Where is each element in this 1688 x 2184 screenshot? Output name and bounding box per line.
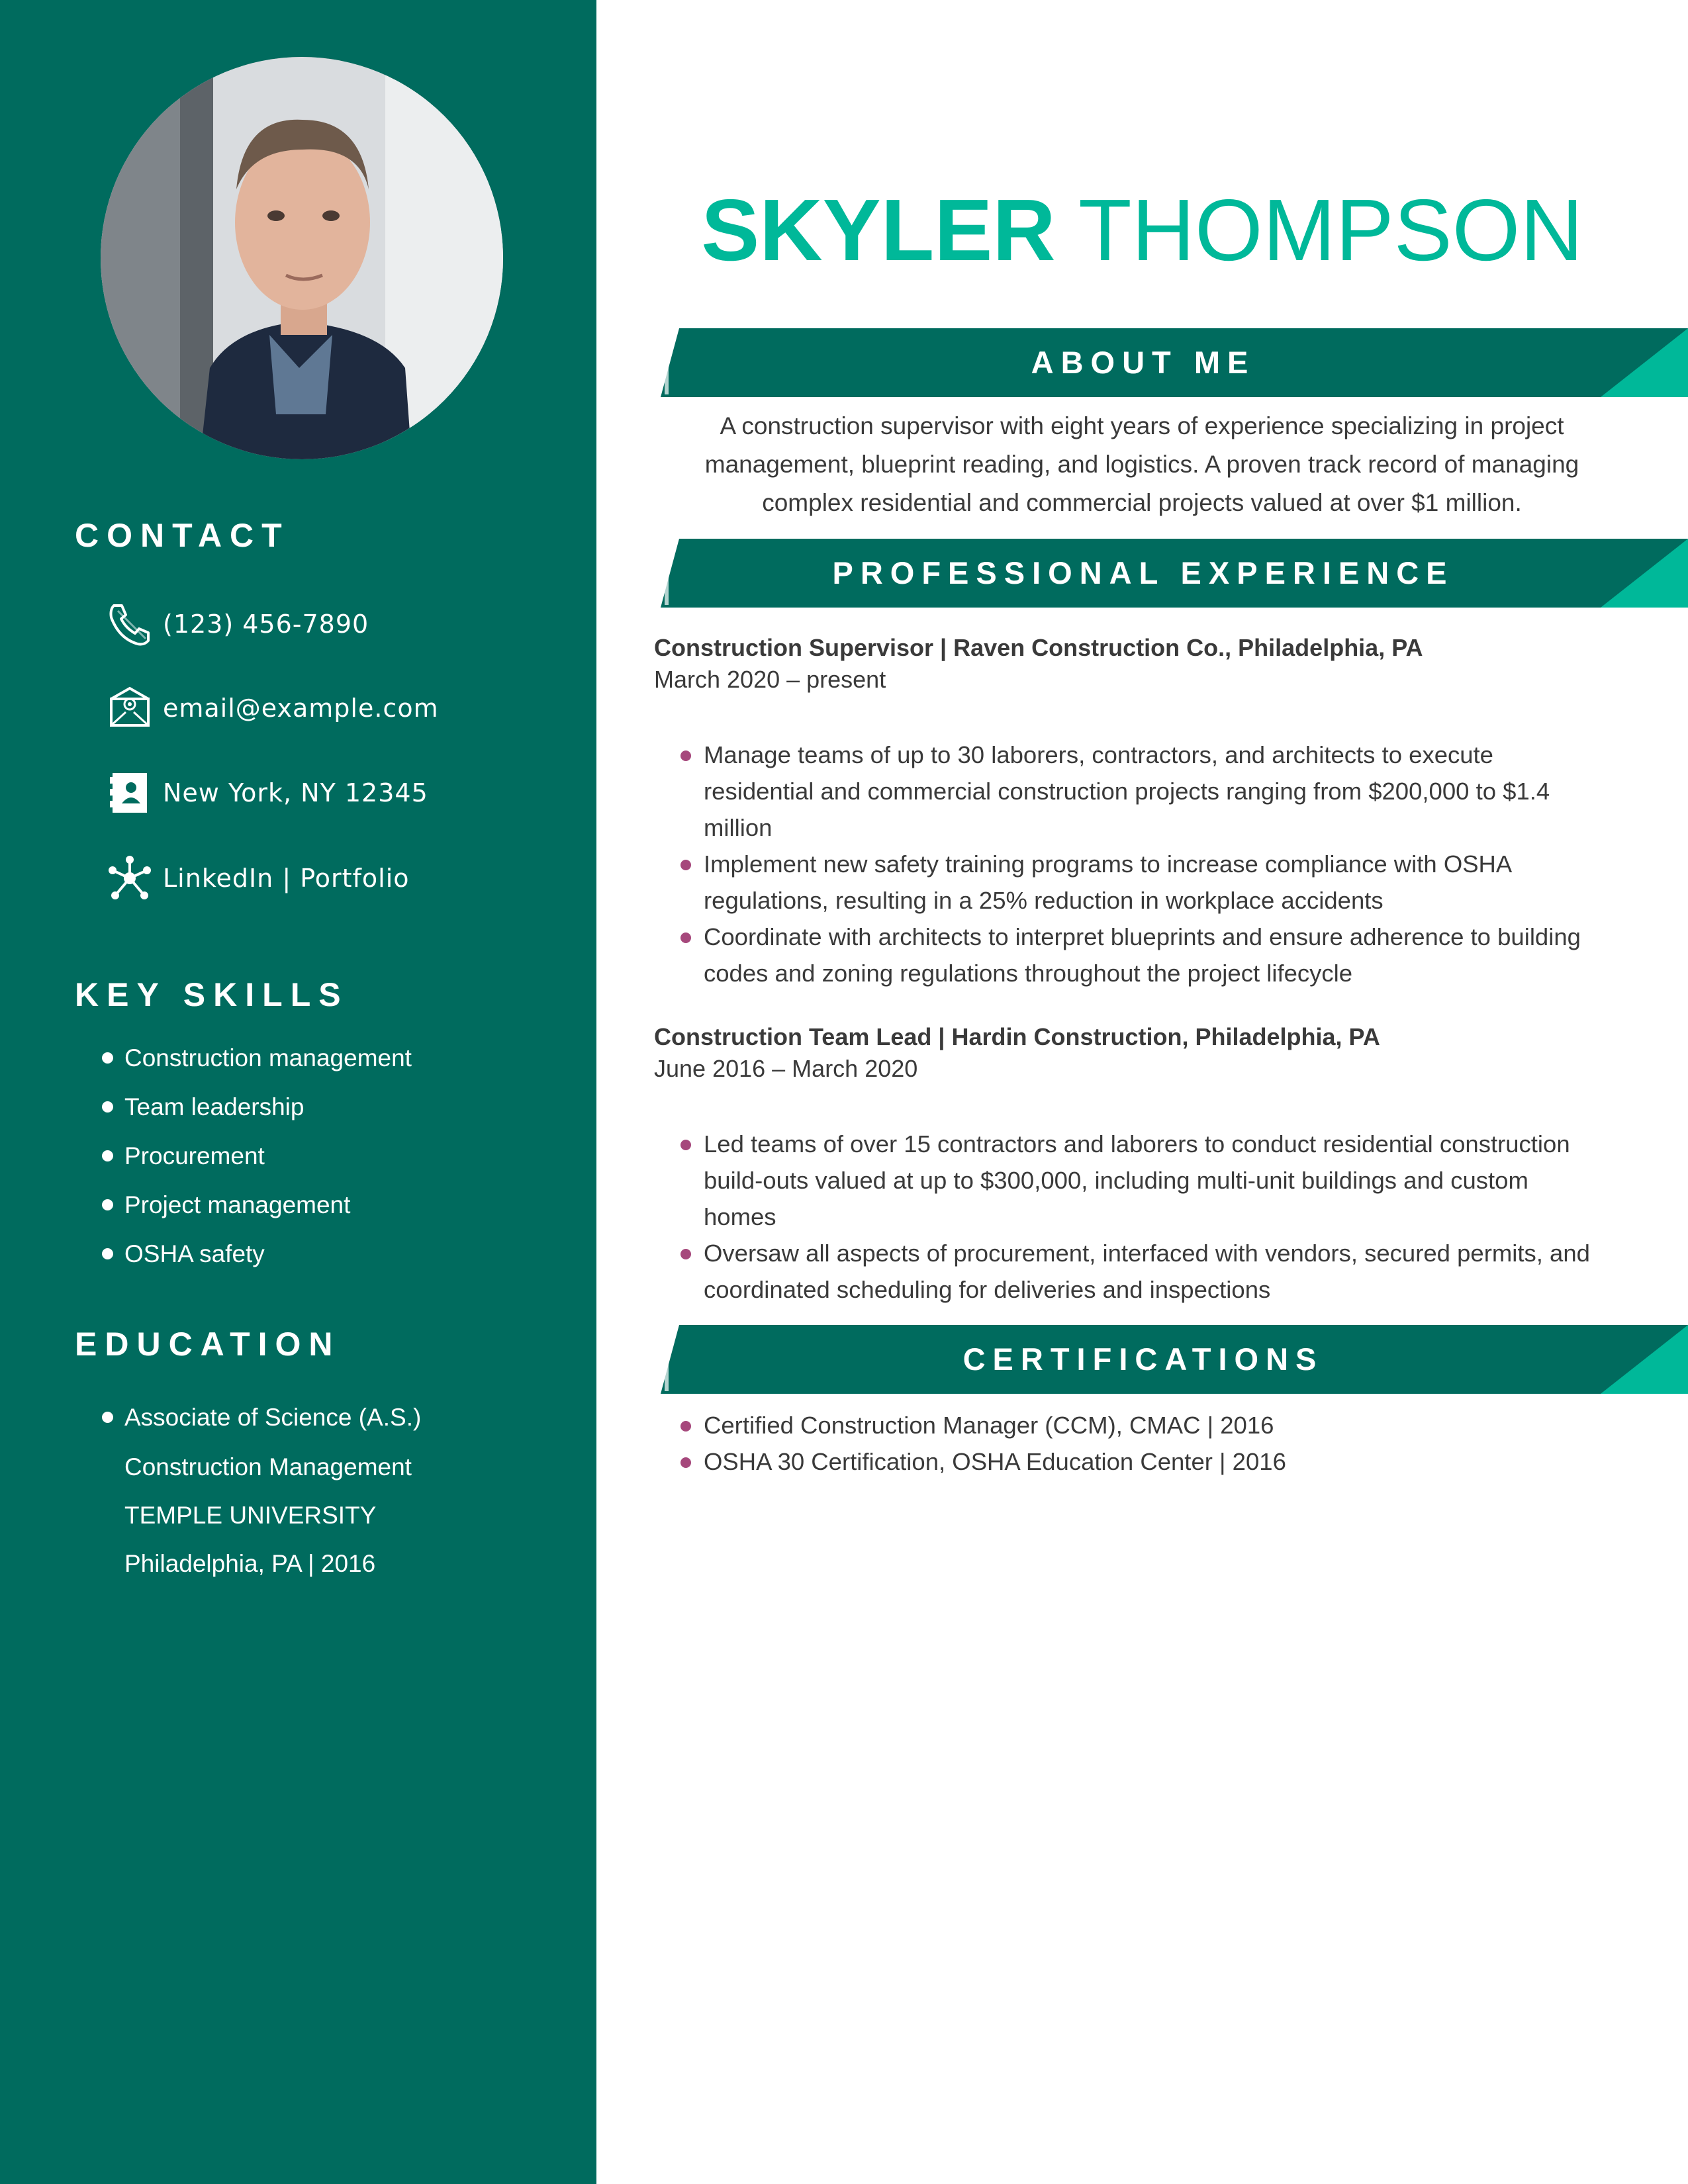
candidate-name bbox=[596, 177, 1688, 283]
education-location-year: Philadelphia, PA | 2016 bbox=[124, 1550, 376, 1577]
job-title: Construction Supervisor | Raven Construction Co., Philadelphia, PA bbox=[654, 634, 1423, 661]
contact-heading: CONTACT bbox=[75, 517, 290, 554]
bullet-dot bbox=[680, 1140, 691, 1150]
skill-item: Construction management bbox=[99, 1034, 412, 1083]
experience-banner bbox=[661, 539, 1688, 608]
bullet-dot bbox=[102, 1150, 113, 1161]
bullet-dot bbox=[680, 933, 691, 943]
envelope-icon bbox=[106, 684, 154, 732]
bullet-dot bbox=[680, 1421, 691, 1432]
address-card-icon bbox=[106, 769, 154, 817]
certifications-banner bbox=[661, 1325, 1688, 1394]
education-degree: Associate of Science (A.S.) bbox=[99, 1393, 421, 1442]
job-title: Construction Team Lead | Hardin Construction, Philadelphia, PA bbox=[654, 1023, 1380, 1050]
portrait-image bbox=[101, 57, 503, 459]
skill-item: Procurement bbox=[99, 1132, 412, 1181]
job-bullet: Implement new safety training programs to increase compliance with OSHA regulations, resulting in a 25% reduction in workplace accidents bbox=[679, 846, 1632, 919]
first-name: SKYLER bbox=[701, 181, 1056, 279]
bullet-dot bbox=[102, 1199, 113, 1210]
sidebar bbox=[0, 0, 596, 2184]
job-bullet: Coordinate with architects to interpret blueprints and ensure adherence to building codes and zoning regulations throughout the project lifecycle bbox=[679, 919, 1632, 991]
skill-item: OSHA safety bbox=[99, 1230, 412, 1279]
certification-item: Certified Construction Manager (CCM), CMAC | 2016 bbox=[679, 1407, 1632, 1443]
job-bullet: Manage teams of up to 30 laborers, contractors, and architects to execute residential and commercial construction projects ranging from $200,000 to $1.4 million bbox=[679, 737, 1632, 846]
skill-item: Team leadership bbox=[99, 1083, 412, 1132]
bullet-dot bbox=[680, 751, 691, 761]
job-bullet: Oversaw all aspects of procurement, interfaced with vendors, secured permits, and coordinated scheduling for deliveries and inspections bbox=[679, 1235, 1632, 1308]
job-dates: June 2016 – March 2020 bbox=[654, 1055, 918, 1082]
contact-email bbox=[106, 682, 569, 735]
skills-list bbox=[99, 1034, 412, 1279]
job-bullets bbox=[679, 737, 1632, 991]
bullet-dot bbox=[102, 1248, 113, 1259]
contact-phone bbox=[106, 598, 569, 651]
education-details bbox=[124, 1443, 412, 1588]
bullet-dot bbox=[680, 1249, 691, 1259]
bullet-dot bbox=[102, 1412, 113, 1423]
bullet-dot bbox=[102, 1101, 113, 1113]
job-bullet: Led teams of over 15 contractors and laborers to conduct residential construction build-outs valued at up to $300,000, including multi-unit buildings and custom homes bbox=[679, 1126, 1632, 1235]
certifications-list bbox=[679, 1407, 1632, 1480]
education-heading: EDUCATION bbox=[75, 1326, 341, 1363]
bullet-dot bbox=[680, 860, 691, 870]
contact-address bbox=[106, 766, 569, 819]
about-summary: A construction supervisor with eight years of experience specializing in project management, blueprint reading, and logistics. A proven track record of managing complex residential and commercial projects valued at over $1 million. bbox=[704, 412, 1579, 516]
bullet-dot bbox=[680, 1457, 691, 1468]
certification-item: OSHA 30 Certification, OSHA Education Center | 2016 bbox=[679, 1443, 1632, 1480]
network-icon bbox=[106, 854, 154, 902]
last-name: THOMPSON bbox=[1078, 181, 1583, 279]
phone-icon bbox=[106, 600, 154, 648]
education-school: TEMPLE UNIVERSITY bbox=[124, 1502, 377, 1529]
job-bullets bbox=[679, 1126, 1632, 1308]
certifications-heading: CERTIFICATIONS bbox=[962, 1342, 1324, 1377]
email-text[interactable]: email@example.com bbox=[163, 694, 439, 723]
job-dates: March 2020 – present bbox=[654, 666, 886, 693]
profile-photo bbox=[101, 57, 503, 459]
skills-heading: KEY SKILLS bbox=[75, 976, 349, 1013]
skill-item: Project management bbox=[99, 1181, 412, 1230]
about-heading: ABOUT ME bbox=[1031, 345, 1256, 380]
phone-text[interactable]: (123) 456-7890 bbox=[163, 610, 369, 639]
links-text[interactable]: LinkedIn | Portfolio bbox=[163, 864, 410, 893]
education-list bbox=[99, 1393, 421, 1442]
contact-links bbox=[106, 852, 569, 905]
bullet-dot bbox=[102, 1052, 113, 1064]
about-banner bbox=[661, 328, 1688, 397]
education-field: Construction Management bbox=[124, 1453, 412, 1480]
address-text: New York, NY 12345 bbox=[163, 778, 428, 807]
experience-heading: PROFESSIONAL EXPERIENCE bbox=[832, 555, 1454, 590]
